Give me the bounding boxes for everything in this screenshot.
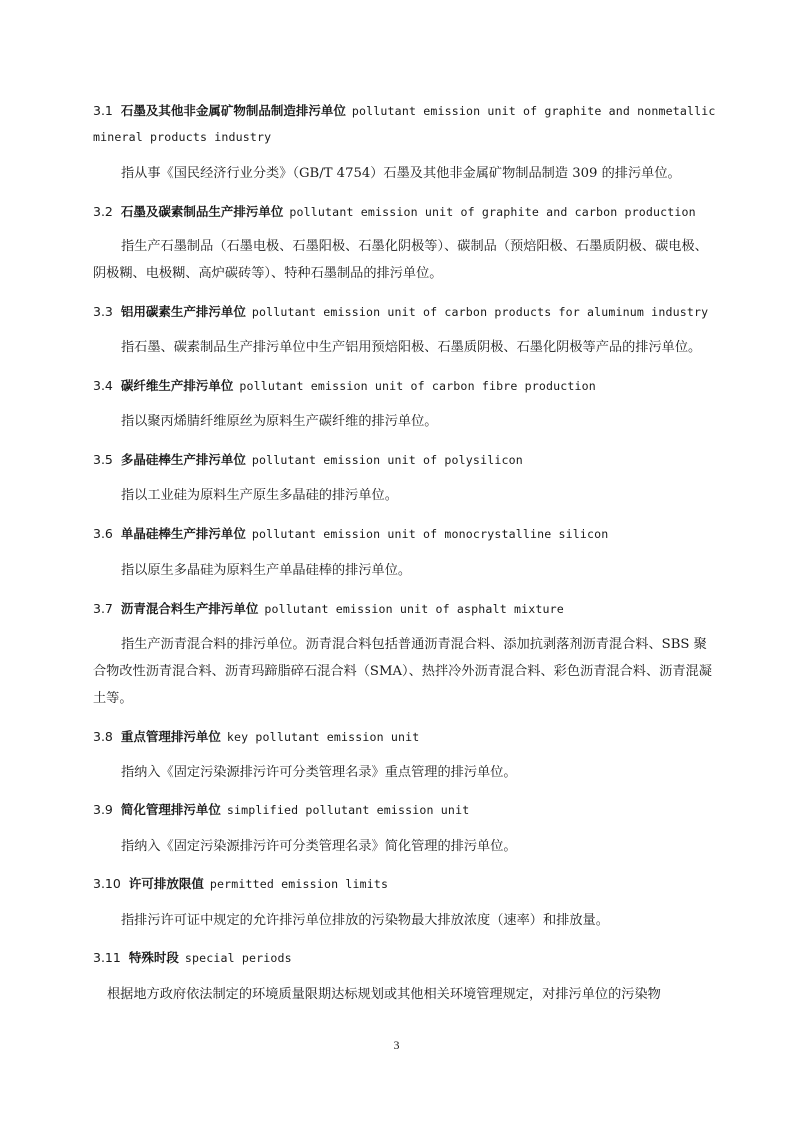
term-definition-3-7: 指生产沥青混合料的排污单位。沥青混合料包括普通沥青混合料、添加抗剥落剂沥青混合料、SBS 聚合物改性沥青混合料、沥青玛蹄脂碎石混合料（SMA）、热拌冷外沥青混合料、彩色沥青混合料、沥青混凝土等。 <box>93 637 712 706</box>
term-definition-3-9: 指纳入《固定污染源排污许可分类管理名录》简化管理的排污单位。 <box>121 839 517 854</box>
term-english: pollutant emission unit of monocrystalline silicon <box>251 527 609 541</box>
term-number: 3.3 <box>93 304 113 319</box>
term-number: 3.6 <box>93 526 113 541</box>
term-number: 3.2 <box>93 204 113 219</box>
term-chinese: 单晶硅棒生产排污单位 <box>120 526 246 541</box>
term-heading-3-11 <box>93 945 723 971</box>
term-english: special periods <box>184 951 292 965</box>
term-number: 3.11 <box>93 950 121 965</box>
term-heading-3-1 <box>93 98 723 150</box>
term-heading-3-2 <box>93 199 723 225</box>
term-english: permitted emission limits <box>209 877 389 891</box>
term-heading-3-8 <box>93 724 723 750</box>
term-english: pollutant emission unit of graphite and nonmetallic mineral products industry <box>93 104 716 144</box>
term-definition-3-2: 指生产石墨制品（石墨电极、石墨阳极、石墨化阴极等）、碳制品（预焙阳极、石墨质阴极、碳电极、阴极糊、电极糊、高炉碳砖等）、特种石墨制品的排污单位。 <box>93 239 708 281</box>
term-definition-3-5: 指以工业硅为原料生产原生多晶硅的排污单位。 <box>121 488 398 503</box>
term-chinese: 铝用碳素生产排污单位 <box>120 304 246 319</box>
term-heading-3-10 <box>93 871 723 897</box>
term-heading-3-4 <box>93 373 723 399</box>
term-chinese: 重点管理排污单位 <box>120 729 221 744</box>
term-definition-3-3: 指石墨、碳素制品生产排污单位中生产铝用预焙阳极、石墨质阴极、石墨化阴极等产品的排污单位。 <box>121 340 702 355</box>
term-chinese: 石墨及碳素制品生产排污单位 <box>120 204 284 219</box>
term-heading-3-5 <box>93 447 723 473</box>
term-heading-3-3 <box>93 299 723 325</box>
term-english: pollutant emission unit of carbon fibre production <box>239 379 596 393</box>
term-chinese: 特殊时段 <box>128 950 179 965</box>
term-english: pollutant emission unit of graphite and carbon production <box>289 205 696 219</box>
term-number: 3.4 <box>93 378 113 393</box>
term-english: key pollutant emission unit <box>226 730 420 744</box>
term-heading-3-9 <box>93 797 723 823</box>
term-chinese: 许可排放限值 <box>128 876 204 891</box>
term-english: pollutant emission unit of carbon products for aluminum industry <box>251 305 709 319</box>
term-heading-3-7 <box>93 596 723 622</box>
term-definition-3-10: 指排污许可证中规定的允许排污单位排放的污染物最大排放浓度（速率）和排放量。 <box>121 913 609 928</box>
term-definition-3-11: 根据地方政府依法制定的环境质量限期达标规划或其他相关环境管理规定，对排污单位的污染物 <box>107 987 661 1002</box>
page-number: 3 <box>393 1038 400 1052</box>
term-english: simplified pollutant emission unit <box>226 803 470 817</box>
term-english: pollutant emission unit of asphalt mixture <box>264 602 564 616</box>
term-number: 3.7 <box>93 601 113 616</box>
term-number: 3.10 <box>93 876 121 891</box>
term-english: pollutant emission unit of polysilicon <box>251 453 523 467</box>
term-number: 3.1 <box>93 103 113 118</box>
term-chinese: 沥青混合料生产排污单位 <box>120 601 259 616</box>
term-number: 3.5 <box>93 452 113 467</box>
term-number: 3.8 <box>93 729 113 744</box>
term-chinese: 石墨及其他非金属矿物制品制造排污单位 <box>120 103 346 118</box>
term-definition-3-4: 指以聚丙烯腈纤维原丝为原料生产碳纤维的排污单位。 <box>121 414 438 429</box>
term-chinese: 碳纤维生产排污单位 <box>120 378 234 393</box>
term-chinese: 多晶硅棒生产排污单位 <box>120 452 246 467</box>
term-definition-3-1: 指从事《国民经济行业分类》（GB/T 4754）石墨及其他非金属矿物制品制造 309 的排污单位。 <box>121 166 681 181</box>
term-chinese: 简化管理排污单位 <box>120 802 221 817</box>
term-definition-3-8: 指纳入《固定污染源排污许可分类管理名录》重点管理的排污单位。 <box>121 765 517 780</box>
term-heading-3-6 <box>93 521 723 547</box>
term-number: 3.9 <box>93 802 113 817</box>
term-definition-3-6: 指以原生多晶硅为原料生产单晶硅棒的排污单位。 <box>121 563 412 578</box>
